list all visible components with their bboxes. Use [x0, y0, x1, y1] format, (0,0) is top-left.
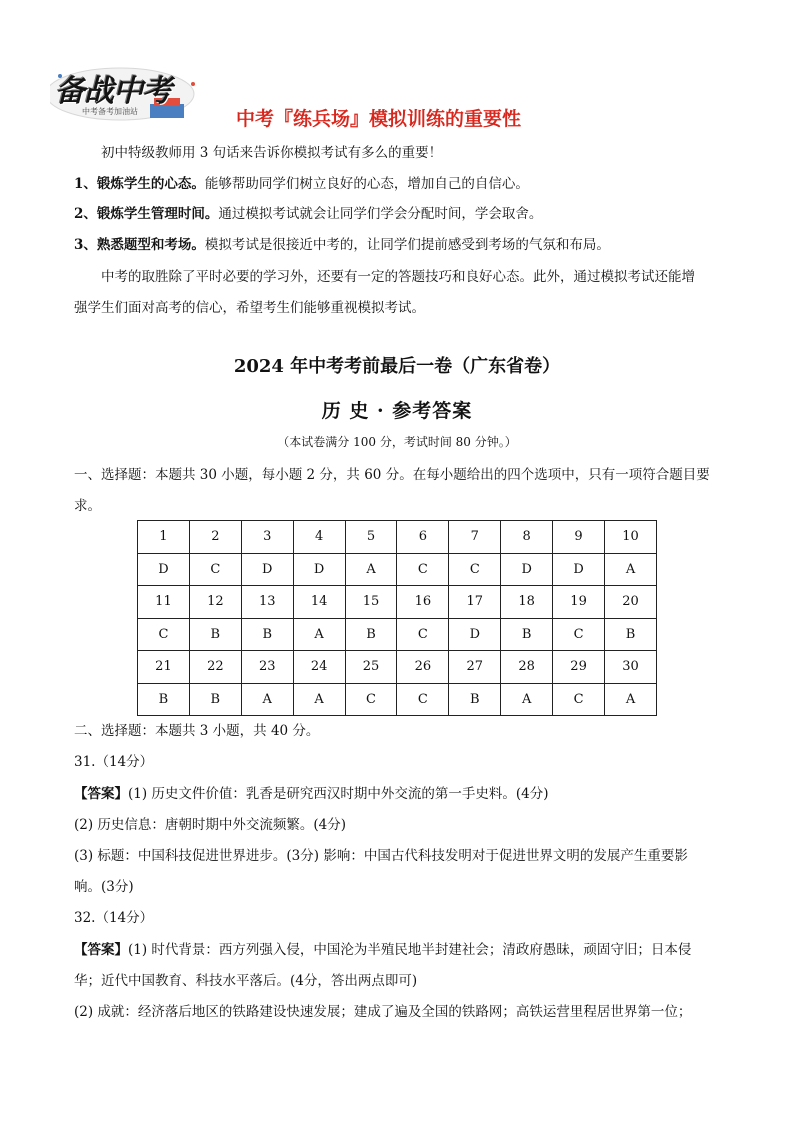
question-number-cell: 22	[189, 651, 241, 684]
section1-heading-line-1: 一、选择题：本题共 30 小题，每小题 2 分，共 60 分。在每小题给出的四个选项中，只有一项符合题目要	[74, 467, 710, 483]
logo-subtext: 中考备考加油站	[82, 107, 138, 116]
answer-cell: D	[138, 553, 190, 586]
question-number-row	[138, 651, 657, 684]
intro-closing-line-2: 强学生们面对高考的信心，希望考生们能够重视模拟考试。	[74, 300, 425, 316]
question-number-cell: 27	[449, 651, 501, 684]
answer-cell: D	[293, 553, 345, 586]
question-number-cell: 4	[293, 521, 345, 554]
intro-lead: 初中特级教师用 3 句话来告诉你模拟考试有多么的重要！	[101, 145, 443, 161]
question-number-cell: 28	[501, 651, 553, 684]
question-number-cell: 2	[189, 521, 241, 554]
intro-point-3-label: 3、熟悉题型和考场。	[74, 237, 205, 253]
answer-cell: D	[553, 553, 605, 586]
logo-text: 备战中考	[55, 74, 171, 109]
q31-answer-1	[74, 785, 549, 803]
intro-point-3-text: 模拟考试是很接近中考的，让同学们提前感受到考场的气氛和布局。	[204, 237, 610, 253]
answer-cell: A	[501, 683, 553, 716]
answer-cell: B	[501, 618, 553, 651]
question-number-cell: 17	[449, 586, 501, 619]
answer-cell: C	[553, 683, 605, 716]
intro-point-1-text: 能够帮助同学们树立良好的心态，增加自己的自信心。	[204, 176, 529, 192]
answer-cell: B	[189, 683, 241, 716]
question-number-row	[138, 586, 657, 619]
answer-cell: C	[449, 553, 501, 586]
answer-cell: A	[241, 683, 293, 716]
question-number-cell: 9	[553, 521, 605, 554]
question-number-cell: 12	[189, 586, 241, 619]
answer-cell: B	[345, 618, 397, 651]
q31-answer-2: (2) 历史信息：唐朝时期中外交流频繁。(4分)	[74, 817, 347, 833]
question-number-cell: 23	[241, 651, 293, 684]
answer-cell: B	[189, 618, 241, 651]
section2-heading: 二、选择题：本题共 3 小题，共 40 分。	[74, 723, 320, 739]
intro-point-2-label: 2、锻炼学生管理时间。	[74, 206, 219, 222]
question-number-cell: 3	[241, 521, 293, 554]
answer-cell: D	[241, 553, 293, 586]
q32-answer-2: (2) 成就：经济落后地区的铁路建设快速发展；建成了遍及全国的铁路网；高铁运营里程居世界第一位；	[74, 1004, 692, 1020]
question-number-cell: 15	[345, 586, 397, 619]
answer-table	[137, 520, 657, 716]
q32-answer-1-text: (1) 时代背景：西方列强入侵，中国沦为半殖民地半封建社会；清政府愚昧，顽固守旧；日本侵	[128, 942, 692, 958]
question-number-cell: 5	[345, 521, 397, 554]
q31-answer-3-line-1: (3) 标题：中国科技促进世界进步。(3分) 影响：中国古代科技发明对于促进世界文明的发展产生重要影	[74, 848, 688, 864]
answer-cell: C	[189, 553, 241, 586]
question-number-cell: 11	[138, 586, 190, 619]
question-number-cell: 30	[605, 651, 657, 684]
question-number-cell: 24	[293, 651, 345, 684]
answer-cell: B	[449, 683, 501, 716]
intro-point-2-text: 通过模拟考试就会让同学们学会分配时间，学会取舍。	[218, 206, 543, 222]
q32-answer-label: 【答案】	[74, 942, 128, 958]
question-number-cell: 8	[501, 521, 553, 554]
answer-row	[138, 553, 657, 586]
intro-closing-line-1: 中考的取胜除了平时必要的学习外，还要有一定的答题技巧和良好心态。此外，通过模拟考试还能增	[101, 269, 695, 285]
question-number-cell: 18	[501, 586, 553, 619]
answer-cell: A	[293, 683, 345, 716]
answer-cell: C	[397, 618, 449, 651]
question-number-cell: 7	[449, 521, 501, 554]
intro-point-1	[74, 175, 529, 193]
answer-cell: D	[501, 553, 553, 586]
answer-cell: A	[605, 553, 657, 586]
question-number-cell: 16	[397, 586, 449, 619]
answer-cell: C	[397, 553, 449, 586]
question-number-cell: 10	[605, 521, 657, 554]
q31-answer-label: 【答案】	[74, 786, 128, 802]
question-number-cell: 1	[138, 521, 190, 554]
intro-point-3	[74, 236, 610, 254]
answer-cell: D	[449, 618, 501, 651]
q32-answer-1-line-2: 华；近代中国教育、科技水平落后。(4分，答出两点即可)	[74, 973, 418, 989]
answer-cell: B	[241, 618, 293, 651]
answer-cell: C	[345, 683, 397, 716]
question-number-cell: 25	[345, 651, 397, 684]
question-number-cell: 26	[397, 651, 449, 684]
question-number-cell: 6	[397, 521, 449, 554]
question-number-cell: 20	[605, 586, 657, 619]
document-title: 2024 年中考考前最后一卷（广东省卷）	[233, 356, 561, 377]
question-number-cell: 14	[293, 586, 345, 619]
answer-row	[138, 618, 657, 651]
answer-cell: A	[605, 683, 657, 716]
question-number-cell: 13	[241, 586, 293, 619]
section1-heading-line-2: 求。	[74, 498, 101, 514]
banner-title: 中考『练兵场』模拟训练的重要性	[236, 108, 522, 130]
answer-cell: B	[138, 683, 190, 716]
answer-cell: B	[605, 618, 657, 651]
intro-point-1-label: 1、锻炼学生的心态。	[74, 176, 205, 192]
question-number-cell: 19	[553, 586, 605, 619]
q31-header: 31.（14分）	[74, 754, 154, 770]
question-number-row	[138, 521, 657, 554]
answer-cell: C	[397, 683, 449, 716]
q32-header: 32.（14分）	[74, 910, 154, 926]
question-number-cell: 29	[553, 651, 605, 684]
answer-cell: A	[293, 618, 345, 651]
document-note: （本试卷满分 100 分，考试时间 80 分钟。）	[277, 435, 517, 449]
q31-answer-3-line-2: 响。(3分)	[74, 879, 134, 895]
answer-cell: C	[553, 618, 605, 651]
answer-row	[138, 683, 657, 716]
document-subtitle: 历 史 · 参考答案	[321, 400, 473, 422]
answer-cell: A	[345, 553, 397, 586]
answer-cell: C	[138, 618, 190, 651]
intro-point-2	[74, 205, 542, 223]
q32-answer-1-line-1	[74, 941, 691, 959]
q31-answer-1-text: (1) 历史文件价值：乳香是研究西汉时期中外交流的第一手史料。(4分)	[128, 786, 549, 802]
question-number-cell: 21	[138, 651, 190, 684]
